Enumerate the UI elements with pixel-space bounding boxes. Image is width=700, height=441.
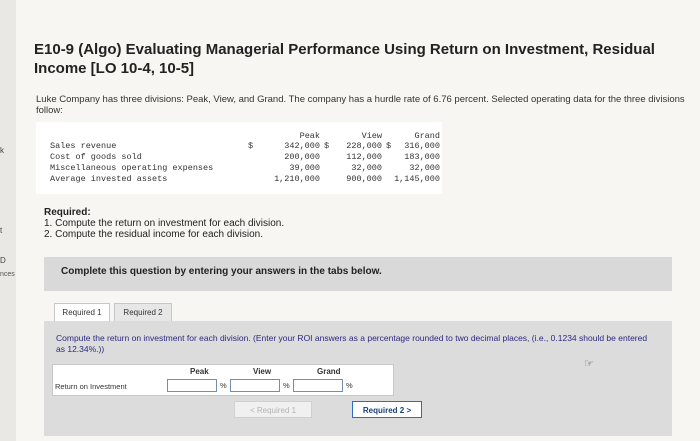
- pointer-cursor-icon: ☞: [584, 358, 594, 370]
- cell-cogs-peak: 200,000: [284, 152, 320, 162]
- tab-required-2[interactable]: Required 2: [114, 303, 172, 323]
- roi-input-view[interactable]: [230, 379, 280, 392]
- banner-text: Complete this question by entering your answers in the tabs below.: [61, 266, 382, 277]
- percent-grand: %: [346, 381, 353, 390]
- required-item-1: 1. Compute the return on investment for each division.: [44, 218, 285, 229]
- roi-input-peak[interactable]: [167, 379, 217, 392]
- required-heading: Required:: [44, 207, 91, 218]
- problem-intro: Luke Company has three divisions: Peak, View, and Grand. The company has a hurdle rate of 6.76 percent. Selected operating data for the three divisions follow:: [36, 94, 685, 116]
- dollar-sign-view: $: [324, 141, 330, 151]
- dollar-sign-grand: $: [386, 141, 392, 151]
- row-label-assets: Average invested assets: [50, 174, 168, 184]
- percent-view: %: [283, 381, 290, 390]
- cell-assets-peak: 1,210,000: [274, 174, 320, 184]
- cell-assets-view: 900,000: [346, 174, 382, 184]
- row-label-cogs: Cost of goods sold: [50, 152, 142, 162]
- row-label-misc: Miscellaneous operating expenses: [50, 163, 214, 173]
- answer-col-view: View: [253, 367, 272, 376]
- instruction-banner: [44, 257, 672, 291]
- operating-data-table: [36, 122, 442, 194]
- col-header-peak: Peak: [299, 131, 320, 141]
- question-title: E10-9 (Algo) Evaluating Managerial Performance Using Return on Investment, Residual Income [LO 10-4, 10-5]: [34, 41, 655, 77]
- col-header-view: View: [361, 131, 382, 141]
- cell-misc-grand: 32,000: [409, 163, 440, 173]
- cell-cogs-grand: 183,000: [404, 152, 440, 162]
- required-section: [44, 207, 284, 240]
- cell-cogs-view: 112,000: [346, 152, 382, 162]
- cell-sales-peak: 342,000: [284, 141, 320, 151]
- roi-answer-table: [52, 364, 394, 396]
- cell-misc-view: 32,000: [351, 163, 382, 173]
- roi-instructions: Compute the return on investment for each division. (Enter your ROI answers as a percentage rounded to two decimal places, (i.e., 0.1234 should be entered as 12.34%.)): [56, 333, 648, 354]
- dollar-sign-peak: $: [248, 141, 254, 151]
- cell-sales-view: 228,000: [346, 141, 382, 151]
- prev-required-1-button[interactable]: < Required 1: [234, 401, 312, 418]
- answer-col-peak: Peak: [190, 367, 209, 376]
- cell-sales-grand: 316,000: [404, 141, 440, 151]
- sidebar-label[interactable]: nces: [0, 271, 15, 278]
- sidebar-mark-1: k: [0, 146, 4, 155]
- tab-required-1[interactable]: Required 1: [54, 303, 110, 323]
- answer-row-label: Return on Investment: [55, 382, 127, 391]
- answer-col-grand: Grand: [317, 367, 341, 376]
- required-item-2: 2. Compute the residual income for each division.: [44, 229, 264, 240]
- next-required-2-button[interactable]: Required 2 >: [352, 401, 422, 418]
- left-sidebar-strip: [0, 0, 16, 441]
- percent-peak: %: [220, 381, 227, 390]
- roi-input-grand[interactable]: [293, 379, 343, 392]
- sidebar-mark-3: D: [0, 256, 6, 265]
- cell-misc-peak: 39,000: [289, 163, 320, 173]
- sidebar-mark-2: t: [0, 226, 3, 235]
- col-header-grand: Grand: [414, 131, 440, 141]
- cell-assets-grand: 1,145,000: [394, 174, 440, 184]
- row-label-sales: Sales revenue: [50, 141, 117, 151]
